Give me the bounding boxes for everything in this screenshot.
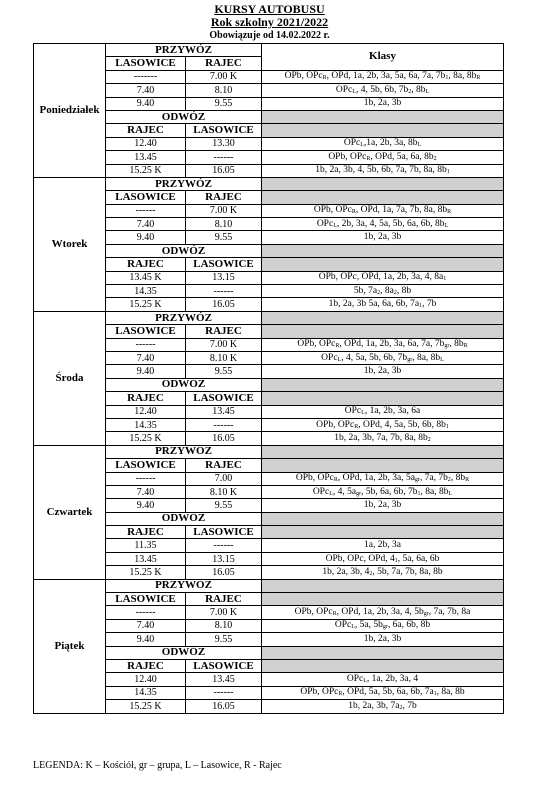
- klasy-cell: OPb, OPc, OPd, $4_1$, 5a, 6a, 6b: [262, 552, 504, 565]
- lasowice-header: LASOWICE: [186, 526, 262, 539]
- odwoz-header: ODWÓZ: [106, 646, 262, 659]
- klasy-cell: OPb, OPc$_R$, OPd, 5a, 5b, 6a, 6b, $7a_1$, 8a, 8b: [262, 686, 504, 699]
- lasowice-time: 13.45: [186, 673, 262, 686]
- klasy-cell: OPc$_L$, 4, 5a, 5b, 6b, $7b_{gr}$, 8a, $8b_L$: [262, 351, 504, 364]
- lasowice-time: ------: [106, 204, 186, 217]
- klasy-cell: OPc$_L$,1a, 2b, 3a, $8b_L$: [262, 137, 504, 150]
- lasowice-header: LASOWICE: [106, 459, 186, 472]
- rajec-time: 15.25 K: [106, 432, 186, 445]
- odwoz-header: ODWÓZ: [106, 110, 262, 123]
- lasowice-time: 9.40: [106, 97, 186, 110]
- lasowice-header: LASOWICE: [186, 659, 262, 672]
- klasy-cell: OPc$_L$, 4, 5b, 6b, $7b_2$, $8b_L$: [262, 84, 504, 97]
- lasowice-time: 13.15: [186, 271, 262, 284]
- lasowice-time: ------: [186, 285, 262, 298]
- rajec-header: RAJEC: [106, 124, 186, 137]
- document-title: KURSY AUTOBUSU: [214, 2, 325, 16]
- klasy-cell: OPc$_L$, 5a, $5b_{gr}$, 6a, 6b, 8b: [262, 619, 504, 632]
- section-header-row: [34, 445, 504, 458]
- lasowice-time: 16.05: [186, 164, 262, 177]
- rajec-time: 7.00 K: [186, 204, 262, 217]
- klasy-cell: 1b, 2a, 3b, 4, 5b, 6b, 7a, 7b, 8a, $8b_1$: [262, 164, 504, 177]
- klasy-cell: 1b, 2a, 3b: [262, 633, 504, 646]
- rajec-header: RAJEC: [186, 325, 262, 338]
- lasowice-header: LASOWICE: [106, 325, 186, 338]
- rajec-time: 12.40: [106, 137, 186, 150]
- grey-cell: [262, 512, 504, 525]
- valid-from: Obowiązuje od 14.02.2022 r.: [209, 30, 330, 41]
- klasy-cell: OPb, OPc$_R$, OPd, 4, 5a, 5b, 6b, $8b_1$: [262, 418, 504, 431]
- lasowice-time: ------: [106, 338, 186, 351]
- klasy-cell: 1b, 2a, 3b: [262, 499, 504, 512]
- rajec-time: 15.25 K: [106, 566, 186, 579]
- rajec-time: 9.55: [186, 365, 262, 378]
- school-year: Rok szkolny 2021/2022: [210, 15, 329, 29]
- day-name: Poniedziałek: [34, 44, 106, 178]
- lasowice-time: ------: [186, 418, 262, 431]
- grey-cell: [262, 325, 504, 338]
- rajec-header: RAJEC: [106, 526, 186, 539]
- klasy-cell: OPc$_L$, 2b, 3a, 4, 5a, 5b, 6a, 6b, $8b_L$: [262, 218, 504, 231]
- rajec-header: RAJEC: [106, 258, 186, 271]
- lasowice-time: ------: [186, 539, 262, 552]
- klasy-cell: OPb, OPc$_R$, OPd, 5a, 6a, $8b_2$: [262, 151, 504, 164]
- grey-cell: [262, 177, 504, 190]
- klasy-cell: OPb, OPc$_R$, OPd, 1a, 7a, 7b, 8a, $8b_R$: [262, 204, 504, 217]
- bus-schedule-table: [33, 43, 504, 714]
- lasowice-time: 7.40: [106, 218, 186, 231]
- lasowice-time: 13.30: [186, 137, 262, 150]
- grey-cell: [262, 392, 504, 405]
- klasy-cell: 5b, $7a_2$, $8a_2$, 8b: [262, 285, 504, 298]
- day-name: Piątek: [34, 579, 106, 713]
- rajec-time: 8.10: [186, 84, 262, 97]
- rajec-header: RAJEC: [186, 593, 262, 606]
- rajec-time: 7.00 K: [186, 70, 262, 83]
- legend: LEGENDA: K – Kościół, gr – grupa, L – Lasowice, R - Rajec: [33, 760, 282, 771]
- rajec-time: 15.25 K: [106, 164, 186, 177]
- klasy-cell: OPb, OPc$_R$, OPd, 1a, 2b, 3a, 5a, 6a, 7a, $7b_1$, 8a, $8b_R$: [262, 70, 504, 83]
- klasy-cell: OPb, OPc$_R$, OPd, 1a, 2b, 3a, 6a, 7a, $7b_{gr}$, $8b_R$: [262, 338, 504, 351]
- lasowice-header: LASOWICE: [106, 191, 186, 204]
- rajec-time: 14.35: [106, 418, 186, 431]
- grey-cell: [262, 459, 504, 472]
- lasowice-header: LASOWICE: [186, 258, 262, 271]
- lasowice-time: 16.05: [186, 298, 262, 311]
- klasy-cell: 1b, 2a, 3b: [262, 231, 504, 244]
- grey-cell: [262, 124, 504, 137]
- rajec-time: 7.00 K: [186, 338, 262, 351]
- lasowice-header: LASOWICE: [186, 392, 262, 405]
- klasy-cell: 1a, 2b, 3a: [262, 539, 504, 552]
- klasy-cell: OPc$_L$, 1a, 2b, 3a, 4: [262, 673, 504, 686]
- grey-cell: [262, 445, 504, 458]
- rajec-time: 7.00: [186, 472, 262, 485]
- grey-cell: [262, 244, 504, 257]
- przywoz-header: PRZYWÓZ: [106, 177, 262, 190]
- lasowice-time: 9.40: [106, 231, 186, 244]
- lasowice-time: 7.40: [106, 351, 186, 364]
- rajec-time: 14.35: [106, 285, 186, 298]
- lasowice-time: 16.05: [186, 700, 262, 713]
- klasy-header: Klasy: [262, 44, 504, 71]
- grey-cell: [262, 110, 504, 123]
- odwoz-header: ODWÓZ: [106, 378, 262, 391]
- lasowice-time: ------: [186, 151, 262, 164]
- rajec-time: 13.45: [106, 552, 186, 565]
- rajec-time: 13.45 K: [106, 271, 186, 284]
- day-name: Wtorek: [34, 177, 106, 311]
- rajec-time: 8.10: [186, 619, 262, 632]
- day-name: Środa: [34, 311, 106, 445]
- rajec-header: RAJEC: [186, 459, 262, 472]
- przywoz-header: PRZYWÓZ: [106, 44, 262, 57]
- lasowice-header: LASOWICE: [106, 593, 186, 606]
- section-header-row: [34, 311, 504, 324]
- klasy-cell: OPc$_L$, 1a, 2b, 3a, 6a: [262, 405, 504, 418]
- rajec-header: RAJEC: [186, 57, 262, 70]
- klasy-cell: 1b, 2a, 3b: [262, 365, 504, 378]
- lasowice-time: 16.05: [186, 566, 262, 579]
- przywoz-header: PRZYWÓZ: [106, 445, 262, 458]
- rajec-time: 7.00 K: [186, 606, 262, 619]
- lasowice-time: 9.40: [106, 499, 186, 512]
- rajec-time: 15.25 K: [106, 700, 186, 713]
- klasy-cell: OPb, OPc$_R$, OPd, 1a, 2b, 3a, 4, $5b_{gr}$, 7a, 7b, 8a: [262, 606, 504, 619]
- rajec-time: 8.10 K: [186, 485, 262, 498]
- day-name: Czwartek: [34, 445, 106, 579]
- klasy-cell: 1b, 2a, 3b 5a, 6a, 6b, $7a_1$, 7b: [262, 298, 504, 311]
- rajec-time: 11.35: [106, 539, 186, 552]
- lasowice-time: 16.05: [186, 432, 262, 445]
- odwoz-header: ODWÓZ: [106, 512, 262, 525]
- klasy-cell: 1b, 2a, 3b, $7a_2$, 7b: [262, 700, 504, 713]
- rajec-time: 12.40: [106, 673, 186, 686]
- klasy-cell: OPb, OPc$_R$, OPd, 1a, 2b, 3a, $5a_{gr}$, 7a, $7b_2$, $8b_R$: [262, 472, 504, 485]
- rajec-time: 14.35: [106, 686, 186, 699]
- lasowice-header: LASOWICE: [106, 57, 186, 70]
- przywoz-header: PRZYWÓZ: [106, 579, 262, 592]
- rajec-time: 13.45: [106, 151, 186, 164]
- odwoz-header: ODWÓZ: [106, 244, 262, 257]
- rajec-time: 9.55: [186, 97, 262, 110]
- grey-cell: [262, 659, 504, 672]
- rajec-time: 9.55: [186, 231, 262, 244]
- rajec-time: 8.10: [186, 218, 262, 231]
- section-header-row: [34, 177, 504, 190]
- lasowice-time: ------: [106, 606, 186, 619]
- grey-cell: [262, 526, 504, 539]
- lasowice-time: ------: [186, 686, 262, 699]
- lasowice-header: LASOWICE: [186, 124, 262, 137]
- section-header-row: [34, 579, 504, 592]
- section-header-row: [34, 44, 504, 57]
- grey-cell: [262, 258, 504, 271]
- rajec-time: 8.10 K: [186, 351, 262, 364]
- rajec-header: RAJEC: [106, 659, 186, 672]
- klasy-cell: OPc$_L$, 4, $5a_{gr}$, 5b, 6a, 6b, $7b_1$, 8a, $8b_L$: [262, 485, 504, 498]
- grey-cell: [262, 579, 504, 592]
- grey-cell: [262, 378, 504, 391]
- rajec-time: 9.55: [186, 633, 262, 646]
- lasowice-time: 9.40: [106, 365, 186, 378]
- klasy-cell: OPb, OPc, OPd, 1a, 2b, 3a, 4, $8a_1$: [262, 271, 504, 284]
- grey-cell: [262, 646, 504, 659]
- schedule-body: [34, 44, 504, 714]
- lasowice-time: 13.45: [186, 405, 262, 418]
- przywoz-header: PRZYWÓZ: [106, 311, 262, 324]
- lasowice-time: 9.40: [106, 633, 186, 646]
- grey-cell: [262, 191, 504, 204]
- lasowice-time: ------: [106, 472, 186, 485]
- rajec-time: 12.40: [106, 405, 186, 418]
- rajec-header: RAJEC: [186, 191, 262, 204]
- rajec-time: 15.25 K: [106, 298, 186, 311]
- rajec-header: RAJEC: [106, 392, 186, 405]
- lasowice-time: 7.40: [106, 485, 186, 498]
- klasy-cell: 1b, 2a, 3b: [262, 97, 504, 110]
- lasowice-time: -------: [106, 70, 186, 83]
- lasowice-time: 7.40: [106, 84, 186, 97]
- lasowice-time: 13.15: [186, 552, 262, 565]
- lasowice-time: 7.40: [106, 619, 186, 632]
- grey-cell: [262, 593, 504, 606]
- klasy-cell: 1b, 2a, 3b, 7a, 7b, 8a, $8b_2$: [262, 432, 504, 445]
- klasy-cell: 1b, 2a, 3b, $4_2$, 5b, 7a, 7b, 8a, 8b: [262, 566, 504, 579]
- rajec-time: 9.55: [186, 499, 262, 512]
- grey-cell: [262, 311, 504, 324]
